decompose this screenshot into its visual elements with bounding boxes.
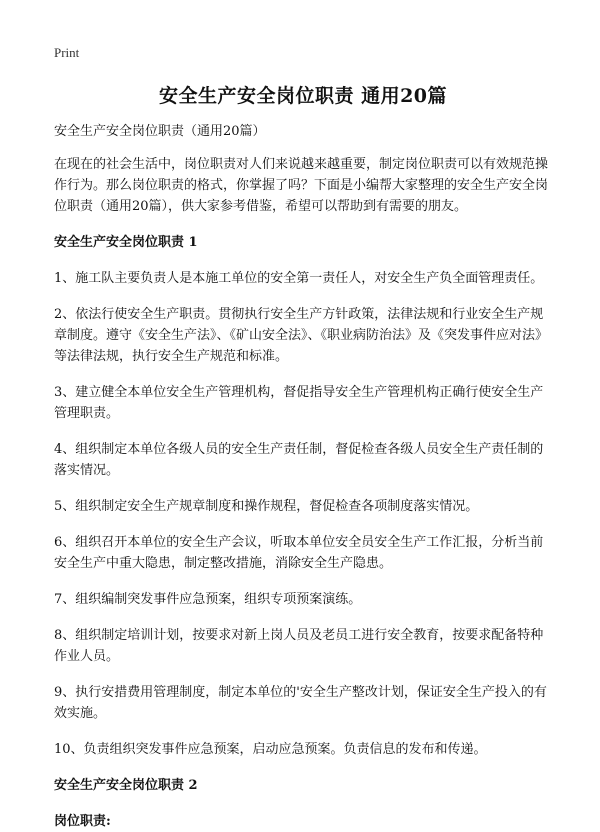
duty-item-4: 4、组织制定本单位各级人员的安全生产责任制，督促检查各级人员安全生产责任制的落实情况。 [54,442,544,478]
intro-paragraph: 在现在的社会生活中，岗位职责对人们来说越来越重要，制定岗位职责可以有效规范操作行为。那么岗位职责的格式，你掌握了吗？下面是小编帮大家整理的安全生产安全岗位职责（通用20篇），供大家参考借鉴，希望可以帮助到有需要的朋友。 [54,157,549,214]
duty-item-5: 5、组织制定安全生产规章制度和操作规程，督促检查各项制度落实情况。 [54,499,479,514]
document-subtitle: 安全生产安全岗位职责（通用20篇） [54,124,266,139]
duty-item-1: 1、施工队主要负责人是本施工单位的安全第一责任人，对安全生产负全面管理责任。 [54,271,544,286]
section-2-heading: 安全生产安全岗位职责 2 [54,778,198,793]
duty-item-6: 6、组织召开本单位的安全生产会议，听取本单位安全员安全生产工作汇报，分析当前安全生产中重大隐患，制定整改措施，消除安全生产隐患。 [54,535,544,571]
duty-item-3: 3、建立健全本单位安全生产管理机构，督促指导安全生产管理机构正确行使安全生产管理职责。 [54,385,544,421]
duty-item-9: 9、执行安措费用管理制度，制定本单位的'安全生产整改计划，保证安全生产投入的有效实施。 [54,685,547,721]
duty-item-8: 8、组织制定培训计划，按要求对新上岗人员及老员工进行安全教育，按要求配备特种作业人员。 [54,628,544,664]
section-1-duty-list [54,268,552,760]
section-1-heading: 安全生产安全岗位职责 1 [54,235,198,250]
duty-item-10: 10、负责组织突发事件应急预案，启动应急预案。负责信息的发布和传递。 [54,742,487,757]
duty-item-7: 7、组织编制突发事件应急预案，组织专项预案演练。 [54,592,362,607]
section-2-subheading: 岗位职责: [54,814,111,829]
page-title: 安全生产安全岗位职责 通用20篇 [158,85,448,107]
print-link[interactable]: Print [54,45,80,60]
duty-item-2: 2、依法行使安全生产职责。贯彻执行安全生产方针政策，法律法规和行业安全生产规章制度。遵守《安全生产法》、《矿山安全法》、《职业病防治法》及《突发事件应对法》等法律法规，执行安全生产规范和标准。 [54,307,549,364]
